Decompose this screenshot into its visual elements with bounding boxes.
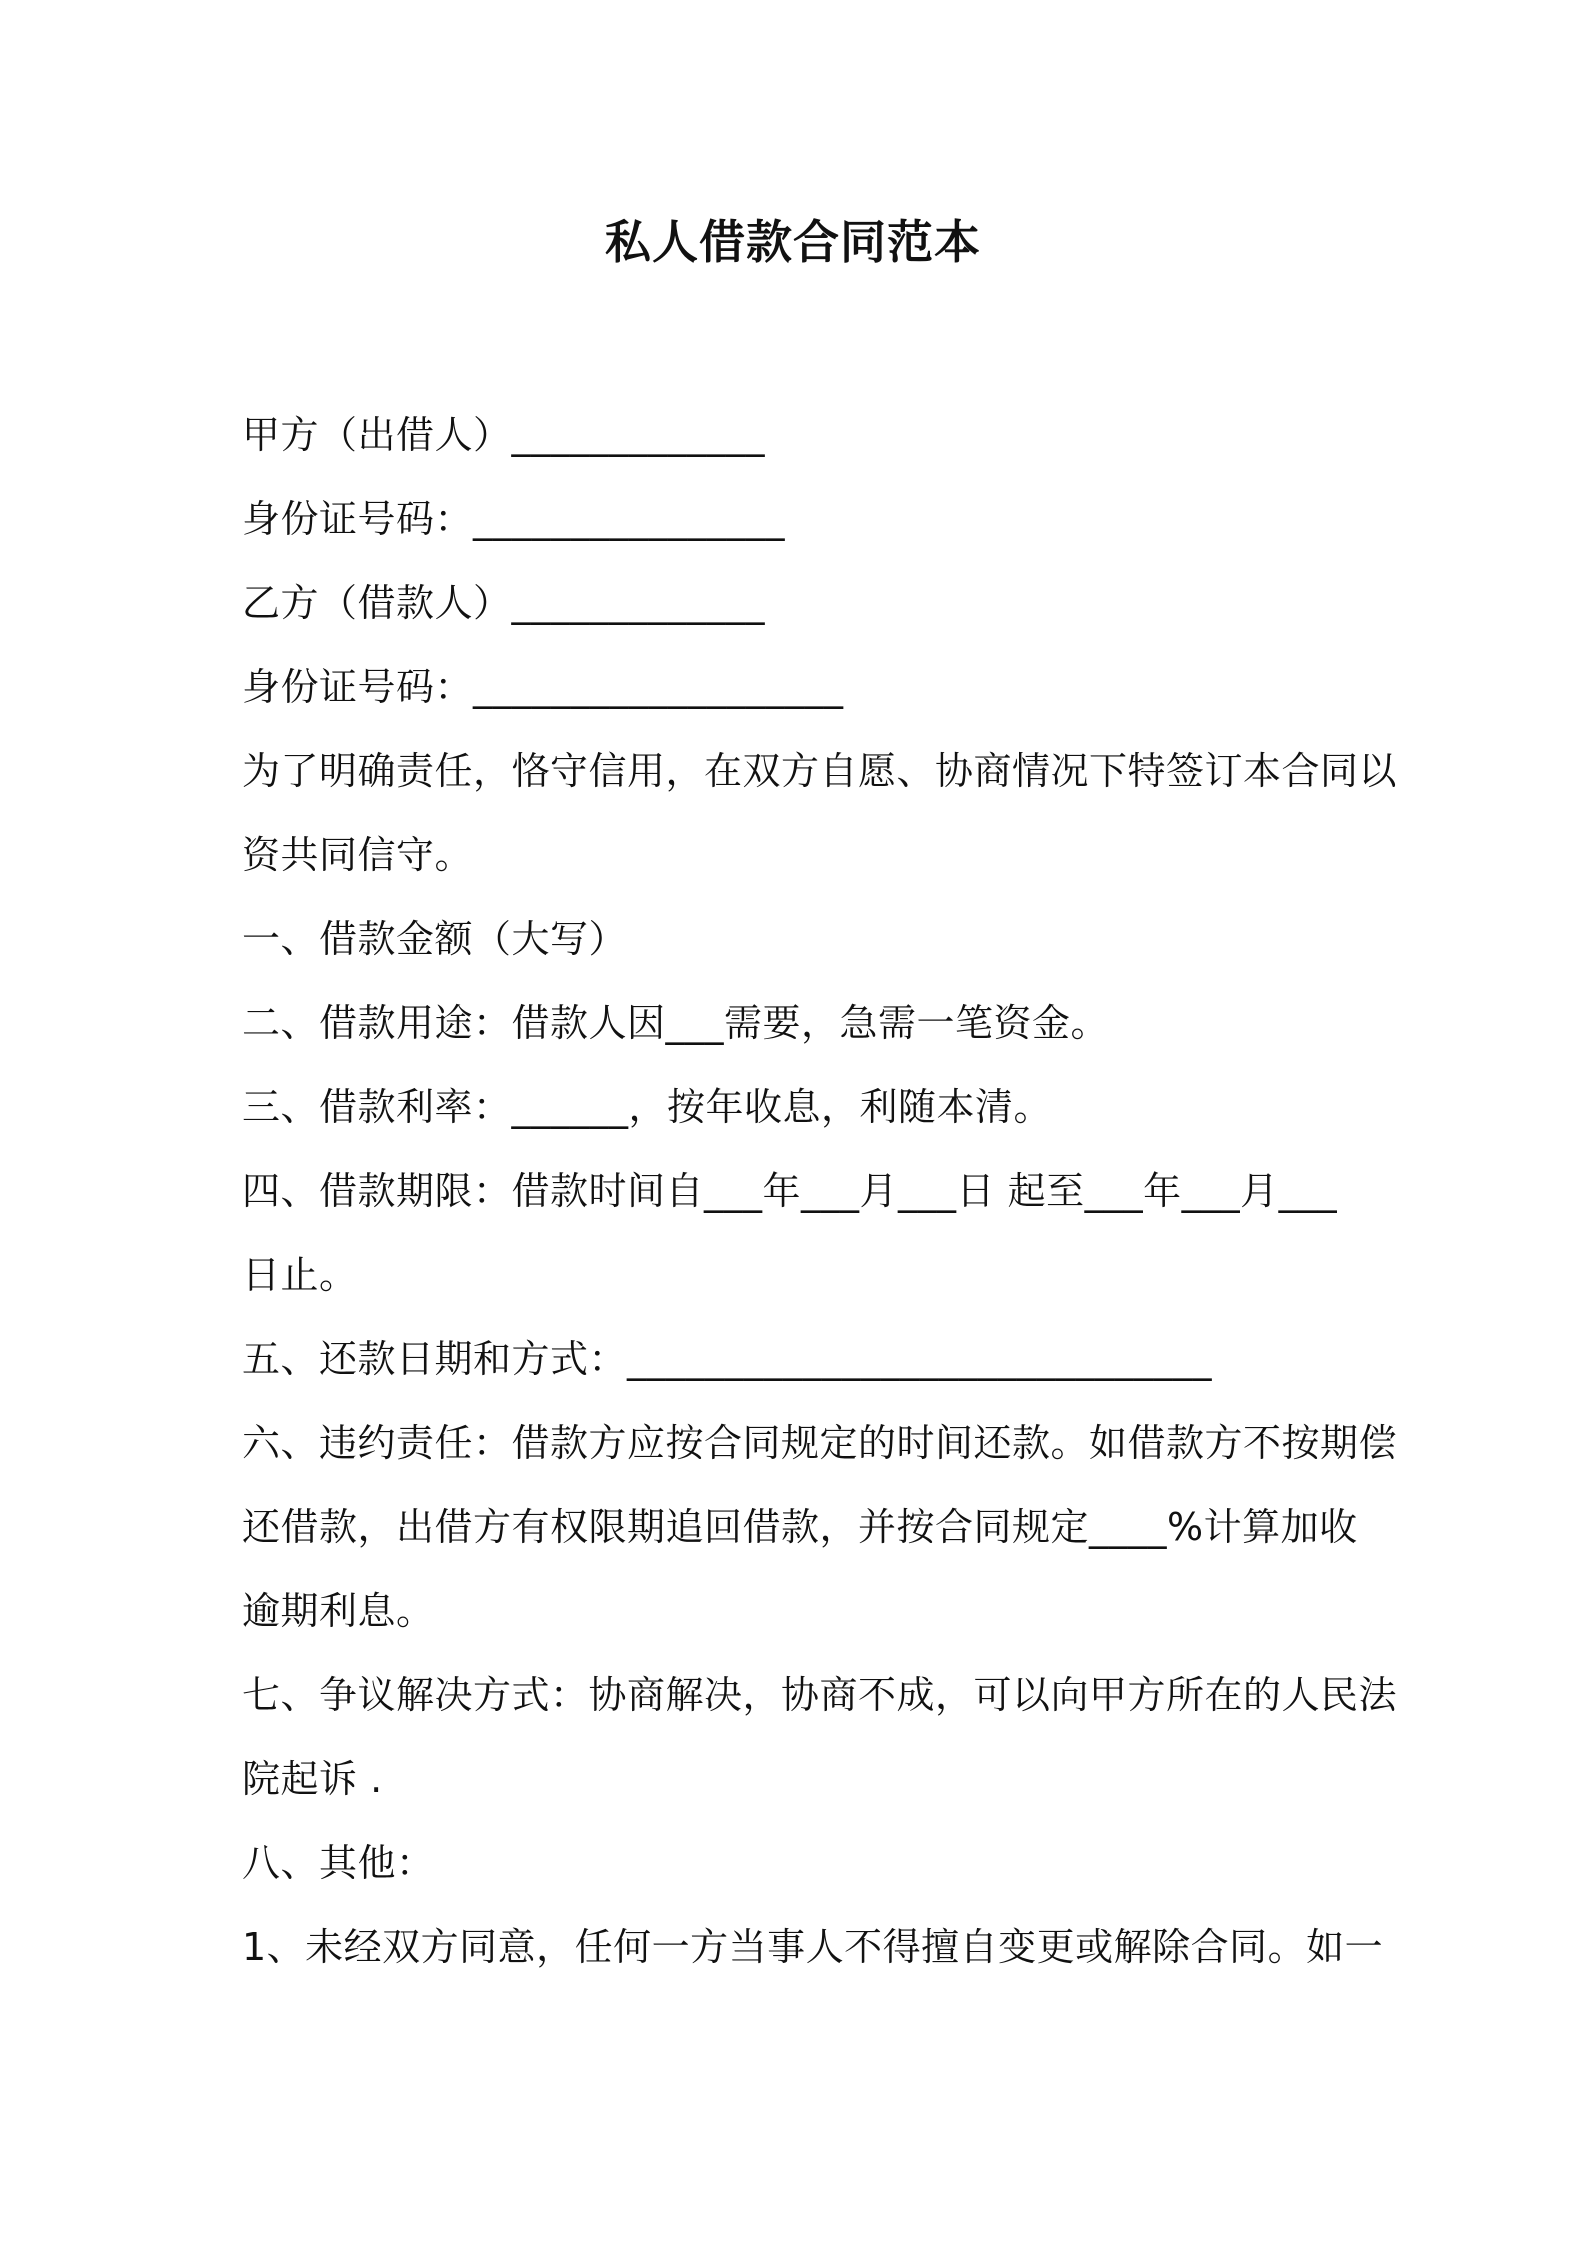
clause-7-line-2: 院起诉 . — [242, 1757, 383, 1801]
lender-id-line: 身份证号码：________________ — [242, 497, 786, 541]
clause-6-line-3: 逾期利息。 — [242, 1589, 435, 1633]
borrower-id-line: 身份证号码：___________________ — [242, 665, 844, 709]
clause-4-line-1: 四、借款期限：借款时间自___年___月___日 起至___年___月___ — [242, 1169, 1338, 1213]
document-title: 私人借款合同范本 — [605, 215, 981, 269]
clause-8-heading: 八、其他： — [242, 1841, 435, 1885]
clause-1-line: 一、借款金额（大写） — [242, 917, 628, 961]
borrower-line: 乙方（借款人）_____________ — [242, 581, 766, 625]
preamble-line-1: 为了明确责任，恪守信用，在双方自愿、协商情况下特签订本合同以 — [242, 749, 1398, 793]
clause-8-item-1-line: 1、未经双方同意，任何一方当事人不得擅自变更或解除合同。如一 — [242, 1925, 1384, 1969]
clause-7-line-1: 七、争议解决方式：协商解决，协商不成，可以向甲方所在的人民法 — [242, 1673, 1398, 1717]
lender-line: 甲方（出借人）_____________ — [242, 413, 766, 457]
clause-2-line: 二、借款用途：借款人因___需要，急需一笔资金。 — [242, 1001, 1110, 1045]
preamble-line-2: 资共同信守。 — [242, 833, 474, 877]
clause-4-line-2: 日止。 — [242, 1253, 358, 1297]
clause-6-line-2: 还借款，出借方有权限期追回借款，并按合同规定____%计算加收 — [242, 1505, 1358, 1549]
clause-6-line-1: 六、违约责任：借款方应按合同规定的时间还款。如借款方不按期偿 — [242, 1421, 1398, 1465]
clause-3-line: 三、借款利率：______，按年收息，利随本清。 — [242, 1085, 1053, 1129]
clause-5-line: 五、还款日期和方式：______________________________ — [242, 1337, 1213, 1381]
